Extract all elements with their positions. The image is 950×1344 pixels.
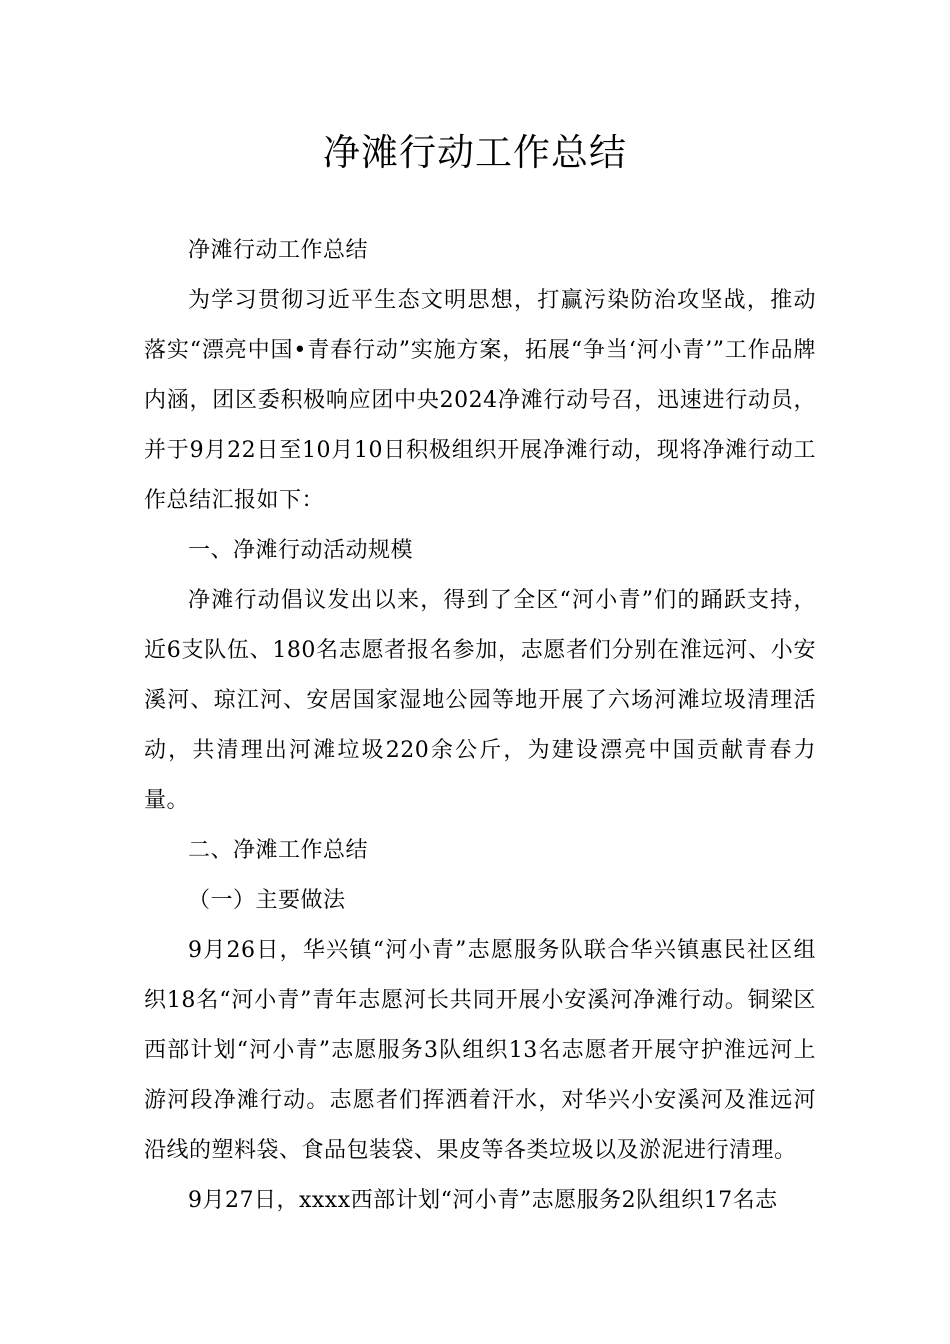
paragraph-sept-26: 9月26日，华兴镇“河小青”志愿服务队联合华兴镇惠民社区组织18名“河小青”青年志愿河长共同开展小安溪河净滩行动。铜梁区西部计划“河小青”志愿服务3队组织13名志愿者开展守护淮远河上游河段净滩行动。志愿者们挥洒着汗水，对华兴小安溪河及淮远河沿线的塑料袋、食品包装袋、果皮等各类垃圾以及淤泥进行清理。 — [144, 938, 816, 1163]
document-body — [144, 226, 816, 1226]
document-title: 净滩行动工作总结 — [323, 131, 627, 174]
section-heading-scale: 一、净滩行动活动规模 — [188, 538, 414, 563]
section-heading-summary: 二、净滩工作总结 — [188, 838, 369, 863]
subsection-heading-methods: （一）主要做法 — [188, 888, 346, 913]
paragraph-sept-27: 9月27日，xxxx西部计划“河小青”志愿服务2队组织17名志 — [188, 1188, 778, 1213]
paragraph-scale: 净滩行动倡议发出以来，得到了全区“河小青”们的踊跃支持，近6支队伍、180名志愿者报名参加，志愿者们分别在淮远河、小安溪河、琼江河、安居国家湿地公园等地开展了六场河滩垃圾清理活动，共清理出河滩垃圾220余公斤，为建设漂亮中国贡献青春力量。 — [144, 588, 816, 813]
paragraph-intro: 为学习贯彻习近平生态文明思想，打赢污染防治攻坚战，推动落实“漂亮中国•青春行动”实施方案，拓展“争当‘河小青’”工作品牌内涵，团区委积极响应团中央2024净滩行动号召，迅速进行动员，并于9月22日至10月10日积极组织开展净滩行动，现将净滩行动工作总结汇报如下： — [144, 288, 816, 513]
paragraph-heading-repeat: 净滩行动工作总结 — [188, 238, 369, 263]
